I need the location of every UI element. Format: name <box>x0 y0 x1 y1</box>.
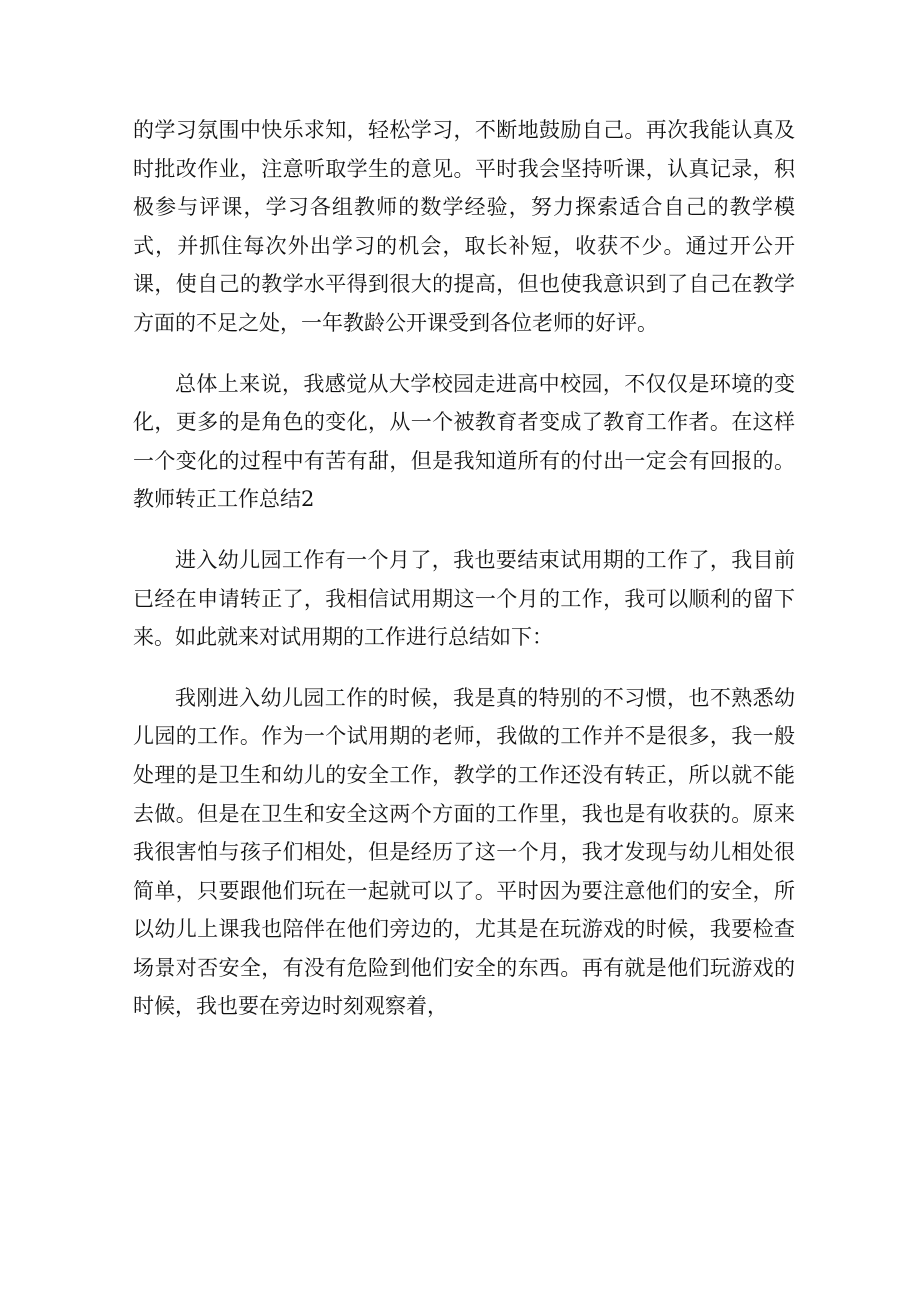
paragraph-kindergarten-intro: 进入幼儿园工作有一个月了，我也要结束试用期的工作了，我目前已经在申请转正了，我相信试用期这一个月的工作，我可以顺利的留下来。如此就来对试用期的工作进行总结如下： <box>133 547 795 650</box>
paragraph-continuation: 的学习氛围中快乐求知，轻松学习，不断地鼓励自己。再次我能认真及时批改作业，注意听取学生的意见。平时我会坚持听课，认真记录，积极参与评课，学习各组教师的数学经验，努力探索适合自己的教学模式，并抓住每次外出学习的机会，取长补短，收获不少。通过开公开课，使自己的教学水平得到很大的提高，但也使我意识到了自己在教学方面的不足之处，一年教龄公开课受到各位老师的好评。 <box>133 118 795 335</box>
paragraph-kindergarten-work: 我刚进入幼儿园工作的时候，我是真的特别的不习惯，也不熟悉幼儿园的工作。作为一个试用期的老师，我做的工作并不是很多，我一般处理的是卫生和幼儿的安全工作，教学的工作还没有转正，所以就不能去做。但是在卫生和安全这两个方面的工作里，我也是有收获的。原来我很害怕与孩子们相处，但是经历了这一个月，我才发现与幼儿相处很简单，只要跟他们玩在一起就可以了。平时因为要注意他们的安全，所以幼儿上课我也陪伴在他们旁边的，尤其是在玩游戏的时候，我要检查场景对否安全，有没有危险到他们安全的东西。再有就是他们玩游戏的时候，我也要在旁边时刻观察着， <box>133 685 795 1019</box>
paragraph-summary: 总体上来说，我感觉从大学校园走进高中校园，不仅仅是环境的变化，更多的是角色的变化，从一个被教育者变成了教育工作者。在这样一个变化的过程中有苦有甜，但是我知道所有的付出一定会有回报的。教师转正工作总结2 <box>133 371 795 512</box>
document-body <box>133 111 795 1026</box>
